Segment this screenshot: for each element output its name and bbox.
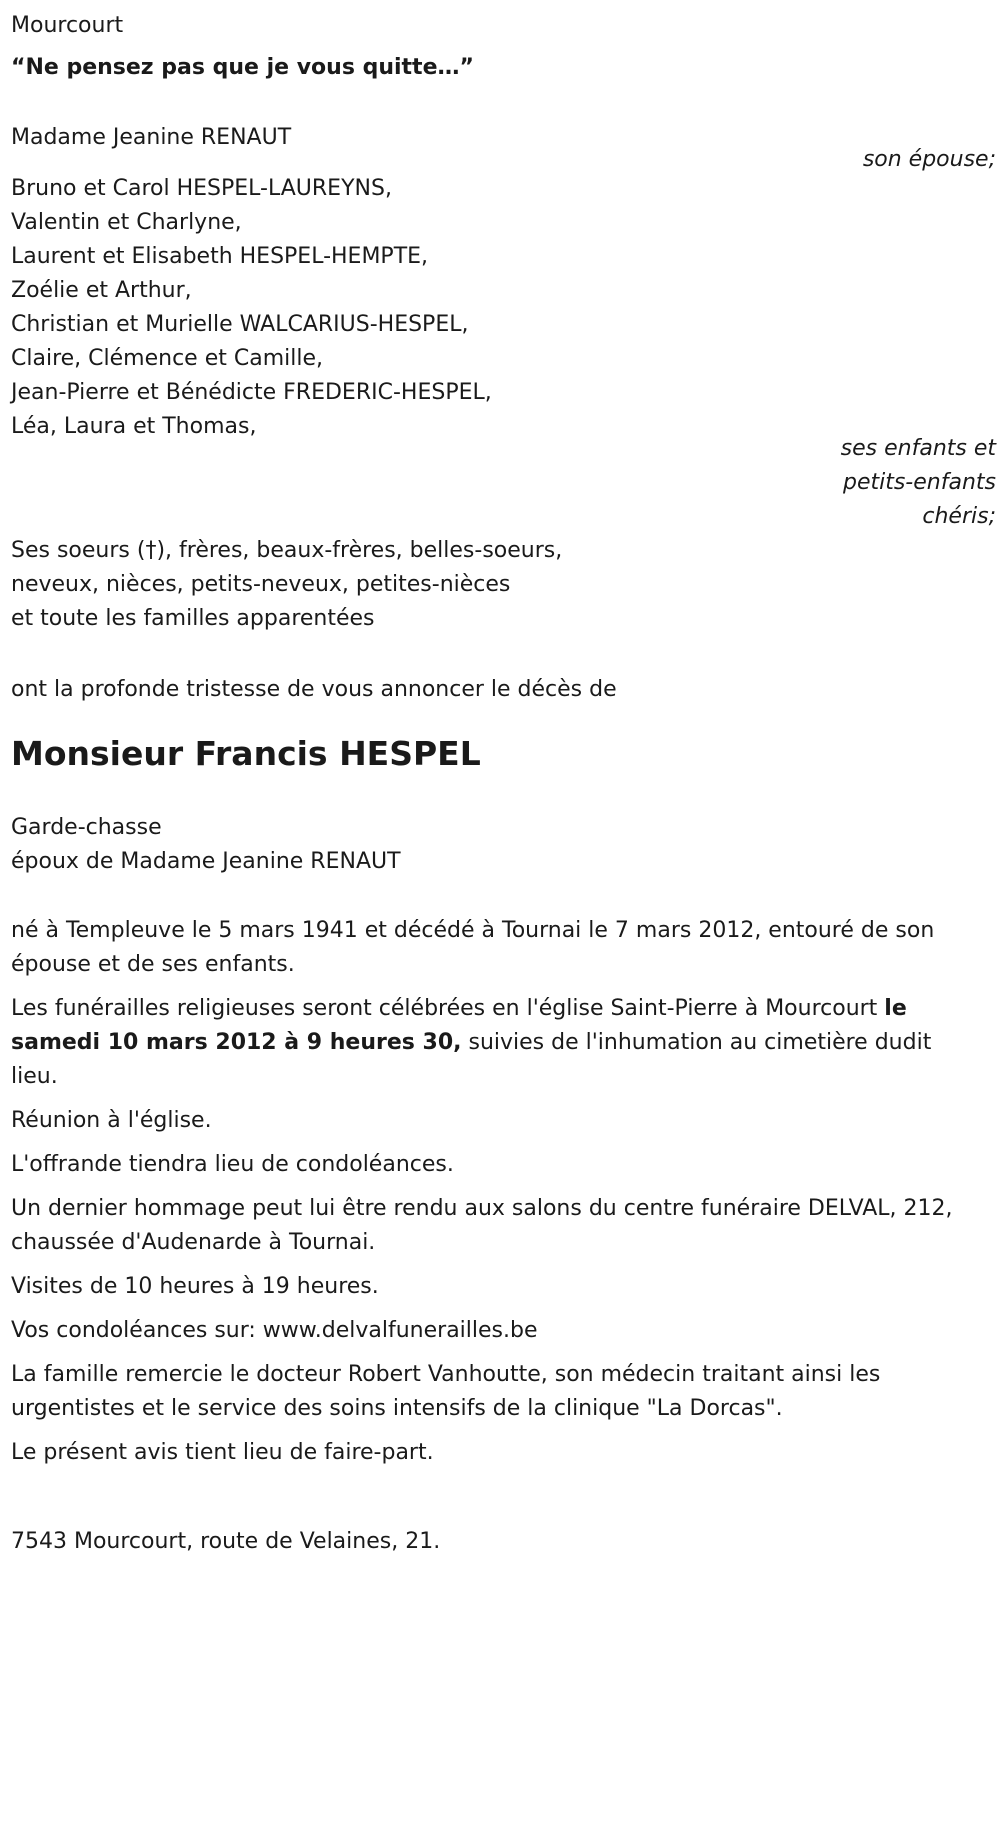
- address: 7543 Mourcourt, route de Velaines, 21.: [11, 1529, 441, 1554]
- profession: Garde-chasse: [11, 815, 162, 840]
- quote: “Ne pensez pas que je vous quitte…”: [11, 55, 474, 80]
- funeral-text: Les funérailles religieuses seront célébrées en l'église Saint-Pierre à Mourcourt le samedi 10 mars 2012 à 9 heures 30, suivies de l'inhumation au cimetière dudit lieu.: [11, 996, 932, 1089]
- child-line: Claire, Clémence et Camille,: [11, 346, 323, 371]
- child-line: Bruno et Carol HESPEL-LAUREYNS,: [11, 176, 392, 201]
- deceased-name: Monsieur Francis HESPEL: [11, 734, 481, 773]
- details: [11, 914, 976, 1480]
- homage-text: Un dernier hommage peut lui être rendu aux salons du centre funéraire DELVAL, 212, chaussée d'Audenarde à Tournai.: [11, 1196, 953, 1255]
- extended-line: neveux, nièces, petits-neveux, petites-nièces: [11, 572, 511, 597]
- offering-text: L'offrande tiendra lieu de condoléances.: [11, 1152, 454, 1177]
- announcement: ont la profonde tristesse de vous annoncer le décès de: [11, 677, 617, 702]
- child-line: Laurent et Elisabeth HESPEL-HEMPTE,: [11, 244, 429, 269]
- child-line: Valentin et Charlyne,: [11, 210, 242, 235]
- funeral-date: le samedi 10 mars 2012 à 9 heures 30,: [11, 996, 907, 1055]
- spouse-of: époux de Madame Jeanine RENAUT: [11, 849, 401, 874]
- thanks-text: La famille remercie le docteur Robert Vanhoutte, son médecin traitant ainsi les urgentistes et le service des soins intensifs de la clinique "La Dorcas".: [11, 1362, 881, 1421]
- spouse-role: son épouse;: [862, 147, 996, 172]
- child-line: Christian et Murielle WALCARIUS-HESPEL,: [11, 312, 469, 337]
- birth-death-text: né à Templeuve le 5 mars 1941 et décédé à Tournai le 7 mars 2012, entouré de son épouse et de ses enfants.: [11, 918, 935, 977]
- extended-family: [11, 534, 562, 636]
- spouse-name: Madame Jeanine RENAUT: [11, 125, 292, 150]
- condolences-text: Vos condoléances sur: www.delvalfunerailles.be: [11, 1318, 538, 1343]
- child-line: Jean-Pierre et Bénédicte FREDERIC-HESPEL,: [11, 380, 492, 405]
- child-line: Léa, Laura et Thomas,: [11, 414, 257, 439]
- place-heading: Mourcourt: [11, 13, 124, 38]
- extended-line: Ses soeurs (†), frères, beaux-frères, belles-soeurs,: [11, 538, 563, 563]
- notice-text: Le présent avis tient lieu de faire-part.: [11, 1440, 434, 1465]
- visits-text: Visites de 10 heures à 19 heures.: [11, 1274, 379, 1299]
- meeting-text: Réunion à l'église.: [11, 1108, 212, 1133]
- children-role: ses enfants et petits-enfants chéris;: [840, 436, 996, 529]
- child-line: Zoélie et Arthur,: [11, 278, 192, 303]
- children-list: [11, 172, 492, 444]
- extended-line: et toute les familles apparentées: [11, 606, 375, 631]
